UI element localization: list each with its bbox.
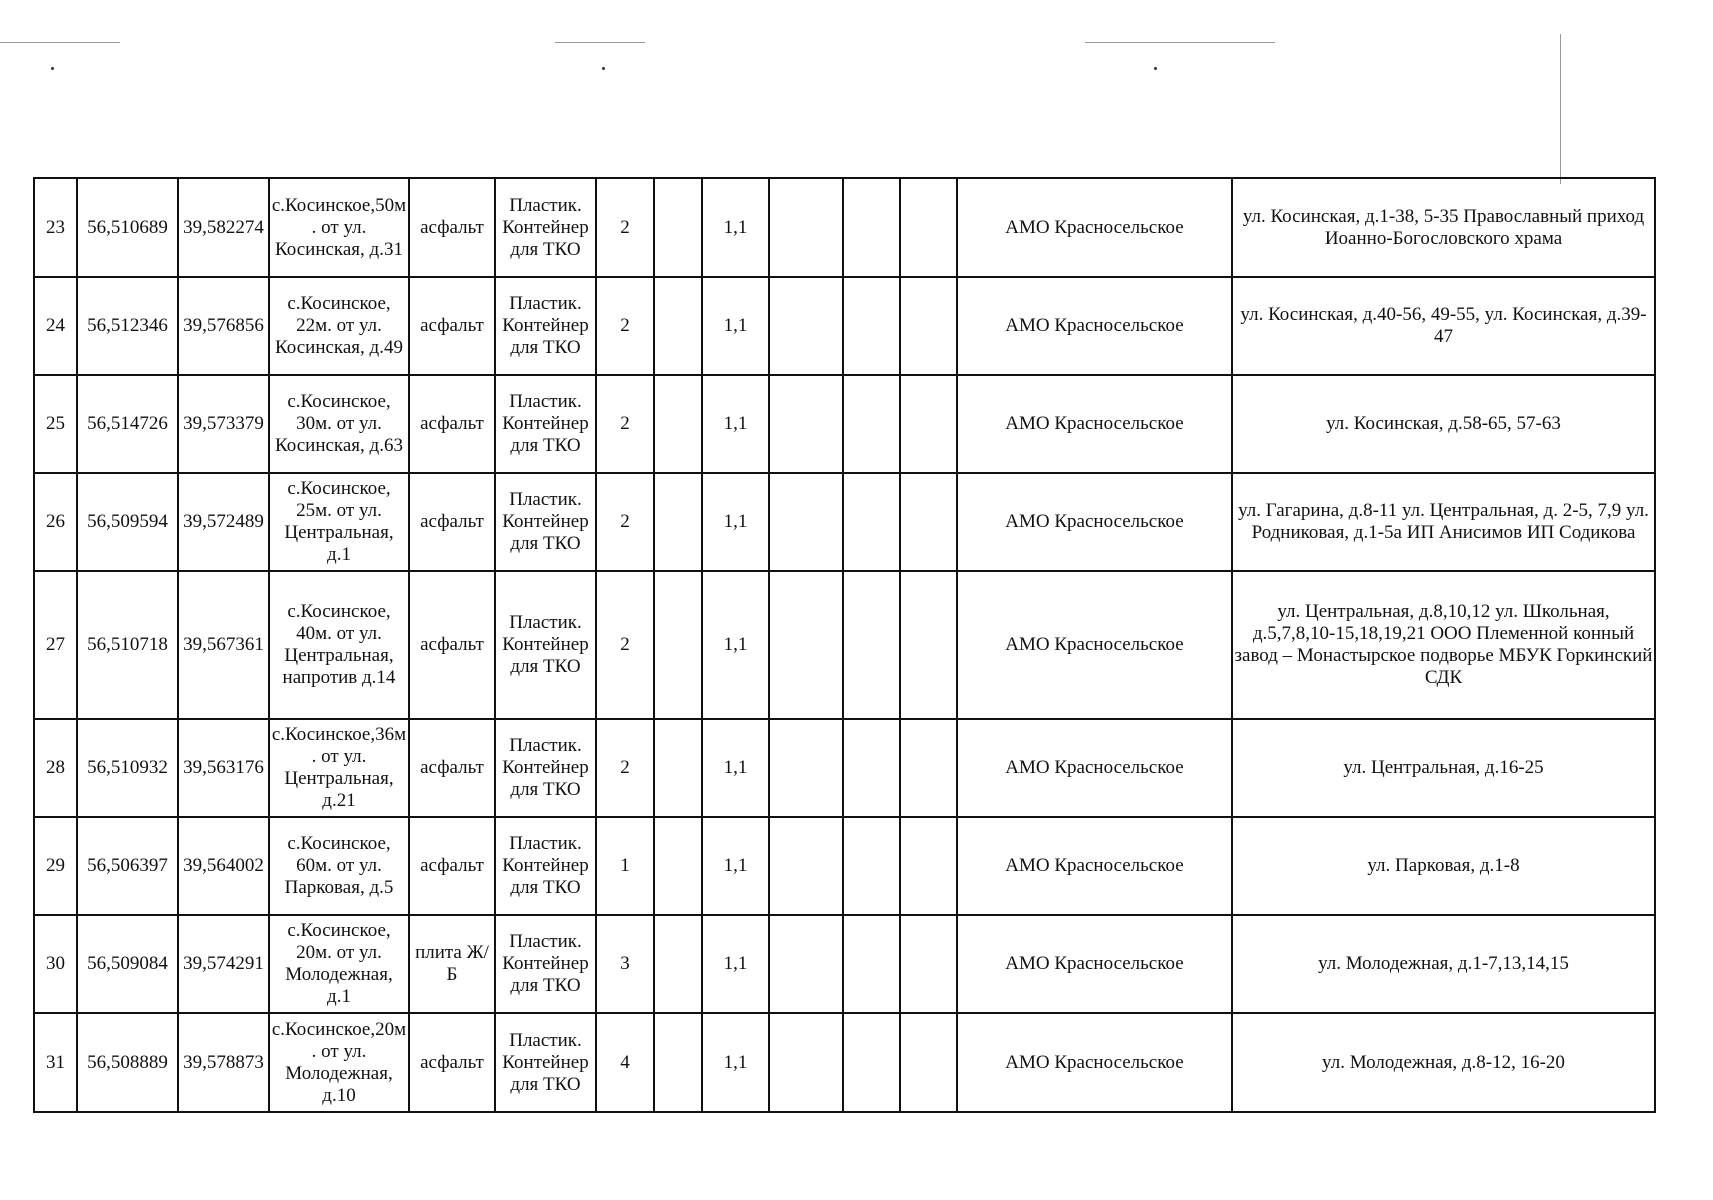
- surface-type: асфальт: [409, 473, 495, 571]
- empty-cell: [900, 571, 957, 719]
- table-row: [34, 915, 1655, 1013]
- owner: АМО Красносельское: [957, 375, 1232, 473]
- latitude: 56,506397: [77, 817, 178, 915]
- waste-sources: ул. Косинская, д.58-65, 57-63: [1232, 375, 1655, 473]
- empty-cell: [900, 915, 957, 1013]
- container-volume: 1,1: [702, 178, 769, 277]
- location: с.Косинское, 25м. от ул. Центральная, д.1: [269, 473, 409, 571]
- longitude: 39,572489: [178, 473, 269, 571]
- container-volume: 1,1: [702, 571, 769, 719]
- empty-cell: [843, 178, 900, 277]
- container-type: Пластик. Контейнер для ТКО: [495, 1013, 596, 1112]
- owner: АМО Красносельское: [957, 915, 1232, 1013]
- row-number: 30: [34, 915, 77, 1013]
- location: с.Косинское, 60м. от ул. Парковая, д.5: [269, 817, 409, 915]
- waste-sources: ул. Косинская, д.1-38, 5-35 Православный приход Иоанно-Богословского храма: [1232, 178, 1655, 277]
- container-volume: 1,1: [702, 277, 769, 375]
- empty-cell: [900, 178, 957, 277]
- empty-cell: [900, 817, 957, 915]
- surface-type: плита Ж/Б: [409, 915, 495, 1013]
- longitude: 39,573379: [178, 375, 269, 473]
- waste-sources: ул. Гагарина, д.8-11 ул. Центральная, д. 2-5, 7,9 ул. Родниковая, д.1-5а ИП Анисимов ИП Содикова: [1232, 473, 1655, 571]
- empty-cell: [654, 719, 702, 817]
- latitude: 56,509084: [77, 915, 178, 1013]
- row-number: 29: [34, 817, 77, 915]
- empty-cell: [843, 277, 900, 375]
- empty-cell: [843, 817, 900, 915]
- empty-cell: [654, 375, 702, 473]
- longitude: 39,574291: [178, 915, 269, 1013]
- owner: АМО Красносельское: [957, 277, 1232, 375]
- waste-sources: ул. Косинская, д.40-56, 49-55, ул. Косинская, д.39-47: [1232, 277, 1655, 375]
- scan-artifact-dot: [51, 67, 54, 70]
- empty-cell: [843, 915, 900, 1013]
- location: с.Косинское,36м. от ул. Центральная, д.21: [269, 719, 409, 817]
- empty-cell: [843, 1013, 900, 1112]
- scan-artifact-line: [555, 42, 645, 43]
- container-volume: 1,1: [702, 473, 769, 571]
- empty-cell: [843, 571, 900, 719]
- container-count: 2: [596, 571, 654, 719]
- container-type: Пластик. Контейнер для ТКО: [495, 277, 596, 375]
- latitude: 56,508889: [77, 1013, 178, 1112]
- row-number: 24: [34, 277, 77, 375]
- empty-cell: [769, 178, 843, 277]
- empty-cell: [769, 817, 843, 915]
- container-count: 1: [596, 817, 654, 915]
- container-volume: 1,1: [702, 1013, 769, 1112]
- row-number: 31: [34, 1013, 77, 1112]
- surface-type: асфальт: [409, 719, 495, 817]
- empty-cell: [900, 1013, 957, 1112]
- surface-type: асфальт: [409, 375, 495, 473]
- owner: АМО Красносельское: [957, 817, 1232, 915]
- empty-cell: [843, 473, 900, 571]
- row-number: 25: [34, 375, 77, 473]
- table-row: [34, 571, 1655, 719]
- container-type: Пластик. Контейнер для ТКО: [495, 719, 596, 817]
- location: с.Косинское, 40м. от ул. Центральная, напротив д.14: [269, 571, 409, 719]
- owner: АМО Красносельское: [957, 473, 1232, 571]
- container-volume: 1,1: [702, 817, 769, 915]
- scan-artifact-line: [1085, 42, 1275, 43]
- empty-cell: [769, 473, 843, 571]
- longitude: 39,582274: [178, 178, 269, 277]
- location: с.Косинское,50м. от ул. Косинская, д.31: [269, 178, 409, 277]
- container-count: 2: [596, 473, 654, 571]
- surface-type: асфальт: [409, 277, 495, 375]
- owner: АМО Красносельское: [957, 178, 1232, 277]
- table-row: [34, 178, 1655, 277]
- longitude: 39,564002: [178, 817, 269, 915]
- container-type: Пластик. Контейнер для ТКО: [495, 473, 596, 571]
- empty-cell: [654, 817, 702, 915]
- empty-cell: [843, 375, 900, 473]
- table-row: [34, 1013, 1655, 1112]
- scan-artifact-dot: [1154, 67, 1157, 70]
- table-row: [34, 473, 1655, 571]
- longitude: 39,563176: [178, 719, 269, 817]
- table-row: [34, 719, 1655, 817]
- empty-cell: [900, 375, 957, 473]
- container-type: Пластик. Контейнер для ТКО: [495, 571, 596, 719]
- container-volume: 1,1: [702, 719, 769, 817]
- empty-cell: [843, 719, 900, 817]
- empty-cell: [769, 915, 843, 1013]
- empty-cell: [900, 473, 957, 571]
- container-count: 2: [596, 277, 654, 375]
- empty-cell: [769, 571, 843, 719]
- container-count: 4: [596, 1013, 654, 1112]
- container-count: 2: [596, 375, 654, 473]
- surface-type: асфальт: [409, 1013, 495, 1112]
- longitude: 39,576856: [178, 277, 269, 375]
- empty-cell: [769, 719, 843, 817]
- container-type: Пластик. Контейнер для ТКО: [495, 817, 596, 915]
- table-body: [34, 178, 1655, 1112]
- empty-cell: [654, 1013, 702, 1112]
- scan-artifact-line: [0, 42, 120, 43]
- waste-sources: ул. Центральная, д.8,10,12 ул. Школьная, д.5,7,8,10-15,18,19,21 ООО Племенной конный завод – Монастырское подворье МБУК Горкинский СДК: [1232, 571, 1655, 719]
- owner: АМО Красносельское: [957, 571, 1232, 719]
- row-number: 28: [34, 719, 77, 817]
- table-row: [34, 817, 1655, 915]
- latitude: 56,510689: [77, 178, 178, 277]
- waste-sources: ул. Молодежная, д.8-12, 16-20: [1232, 1013, 1655, 1112]
- row-number: 26: [34, 473, 77, 571]
- empty-cell: [654, 178, 702, 277]
- longitude: 39,567361: [178, 571, 269, 719]
- scan-artifact-dot: [602, 67, 605, 70]
- container-volume: 1,1: [702, 915, 769, 1013]
- container-type: Пластик. Контейнер для ТКО: [495, 375, 596, 473]
- location: с.Косинское, 20м. от ул. Молодежная, д.1: [269, 915, 409, 1013]
- location: с.Косинское,20м. от ул. Молодежная, д.10: [269, 1013, 409, 1112]
- row-number: 27: [34, 571, 77, 719]
- empty-cell: [900, 277, 957, 375]
- latitude: 56,509594: [77, 473, 178, 571]
- container-type: Пластик. Контейнер для ТКО: [495, 915, 596, 1013]
- waste-sources: ул. Центральная, д.16-25: [1232, 719, 1655, 817]
- latitude: 56,512346: [77, 277, 178, 375]
- owner: АМО Красносельское: [957, 719, 1232, 817]
- surface-type: асфальт: [409, 178, 495, 277]
- empty-cell: [900, 719, 957, 817]
- container-volume: 1,1: [702, 375, 769, 473]
- waste-sources: ул. Молодежная, д.1-7,13,14,15: [1232, 915, 1655, 1013]
- container-count: 2: [596, 719, 654, 817]
- empty-cell: [769, 277, 843, 375]
- container-type: Пластик. Контейнер для ТКО: [495, 178, 596, 277]
- surface-type: асфальт: [409, 571, 495, 719]
- latitude: 56,510718: [77, 571, 178, 719]
- longitude: 39,578873: [178, 1013, 269, 1112]
- scan-artifact-line: [1560, 34, 1561, 184]
- waste-sites-table: [33, 177, 1656, 1113]
- empty-cell: [769, 375, 843, 473]
- empty-cell: [654, 915, 702, 1013]
- location: с.Косинское, 30м. от ул. Косинская, д.63: [269, 375, 409, 473]
- table-row: [34, 277, 1655, 375]
- container-count: 3: [596, 915, 654, 1013]
- latitude: 56,514726: [77, 375, 178, 473]
- row-number: 23: [34, 178, 77, 277]
- owner: АМО Красносельское: [957, 1013, 1232, 1112]
- empty-cell: [654, 571, 702, 719]
- surface-type: асфальт: [409, 817, 495, 915]
- location: с.Косинское, 22м. от ул. Косинская, д.49: [269, 277, 409, 375]
- table-row: [34, 375, 1655, 473]
- container-count: 2: [596, 178, 654, 277]
- empty-cell: [654, 473, 702, 571]
- empty-cell: [769, 1013, 843, 1112]
- latitude: 56,510932: [77, 719, 178, 817]
- waste-sources: ул. Парковая, д.1-8: [1232, 817, 1655, 915]
- empty-cell: [654, 277, 702, 375]
